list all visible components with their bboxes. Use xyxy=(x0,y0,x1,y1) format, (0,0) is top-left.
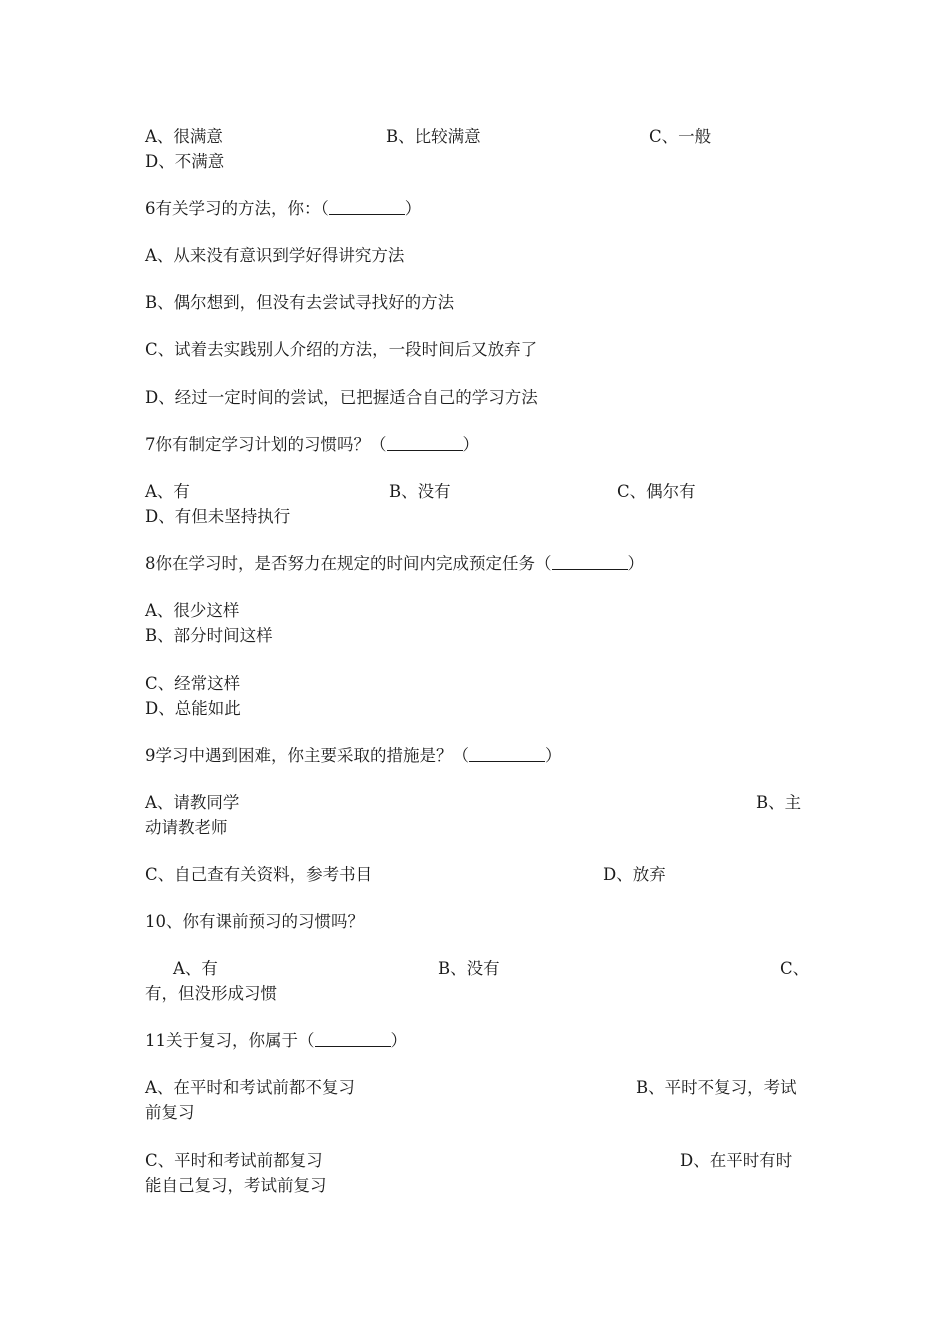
q10-option-b: B、没有 xyxy=(438,959,500,978)
q11-stem-close: ） xyxy=(390,1031,407,1050)
q7-answer-blank[interactable] xyxy=(387,434,463,451)
q7-option-b: B、没有 xyxy=(389,482,451,501)
q9-option-d: D、放弃 xyxy=(603,865,666,884)
q6-option-d: D、经过一定时间的尝试，已把握适合自己的学习方法 xyxy=(145,388,538,407)
q7-stem xyxy=(145,433,479,457)
q9-option-c: C、自己查有关资料，参考书目 xyxy=(145,865,373,884)
q6-option-a: A、从来没有意识到学好得讲究方法 xyxy=(145,246,405,265)
q11-option-a: A、在平时和考试前都不复习 xyxy=(145,1078,355,1097)
q10-option-a: A、有 xyxy=(173,959,218,978)
q6-answer-blank[interactable] xyxy=(329,198,405,215)
q7-option-c: C、偶尔有 xyxy=(617,482,696,501)
q11-stem xyxy=(145,1029,407,1053)
q8-stem-text: 8你在学习时，是否努力在规定的时间内完成预定任务（ xyxy=(145,554,552,573)
q11-option-b-cont: 前复习 xyxy=(145,1103,195,1122)
q6-stem-close: ） xyxy=(404,199,422,218)
q6-stem xyxy=(145,197,421,221)
q5-option-a: A、很满意 xyxy=(145,127,223,146)
q6-option-b: B、偶尔想到，但没有去尝试寻找好的方法 xyxy=(145,293,455,312)
q8-option-c: C、经常这样 xyxy=(145,674,241,693)
q7-stem-text: 7你有制定学习计划的习惯吗？（ xyxy=(145,435,387,454)
q11-option-d-start: D、在平时有时 xyxy=(680,1151,793,1170)
q8-option-a: A、很少这样 xyxy=(145,601,240,620)
q7-option-a: A、有 xyxy=(145,482,190,501)
q10-option-c-start: C、 xyxy=(780,959,810,978)
q11-option-d-cont: 能自己复习，考试前复习 xyxy=(145,1176,327,1195)
q9-stem xyxy=(145,744,562,768)
q7-stem-close: ） xyxy=(462,435,479,454)
q5-option-c: C、一般 xyxy=(649,127,712,146)
q10-option-c-cont: 有，但没形成习惯 xyxy=(145,984,277,1003)
q8-stem xyxy=(145,552,644,576)
q8-answer-blank[interactable] xyxy=(552,553,628,570)
q6-stem-text: 6有关学习的方法，你：（ xyxy=(145,199,329,218)
q9-stem-close: ） xyxy=(545,746,562,765)
q8-option-d: D、总能如此 xyxy=(145,699,241,718)
q10-stem: 10、你有课前预习的习惯吗？ xyxy=(145,912,364,931)
q5-option-d: D、不满意 xyxy=(145,152,225,171)
q11-answer-blank[interactable] xyxy=(315,1030,391,1047)
q9-option-b-start: B、主 xyxy=(756,793,802,812)
q6-option-c: C、试着去实践别人介绍的方法，一段时间后又放弃了 xyxy=(145,340,538,359)
q11-option-b-start: B、平时不复习，考试 xyxy=(636,1078,797,1097)
q9-option-b-cont: 动请教老师 xyxy=(145,818,228,837)
q9-stem-text: 9学习中遇到困难，你主要采取的措施是？（ xyxy=(145,746,469,765)
q11-stem-text: 11关于复习，你属于（ xyxy=(145,1031,315,1050)
q7-option-d: D、有但未坚持执行 xyxy=(145,507,291,526)
q5-option-b: B、比较满意 xyxy=(386,127,481,146)
q9-answer-blank[interactable] xyxy=(469,745,545,762)
q8-stem-close: ） xyxy=(627,554,644,573)
q11-option-c: C、平时和考试前都复习 xyxy=(145,1151,323,1170)
q9-option-a: A、请教同学 xyxy=(145,793,240,812)
q8-option-b: B、部分时间这样 xyxy=(145,626,273,645)
